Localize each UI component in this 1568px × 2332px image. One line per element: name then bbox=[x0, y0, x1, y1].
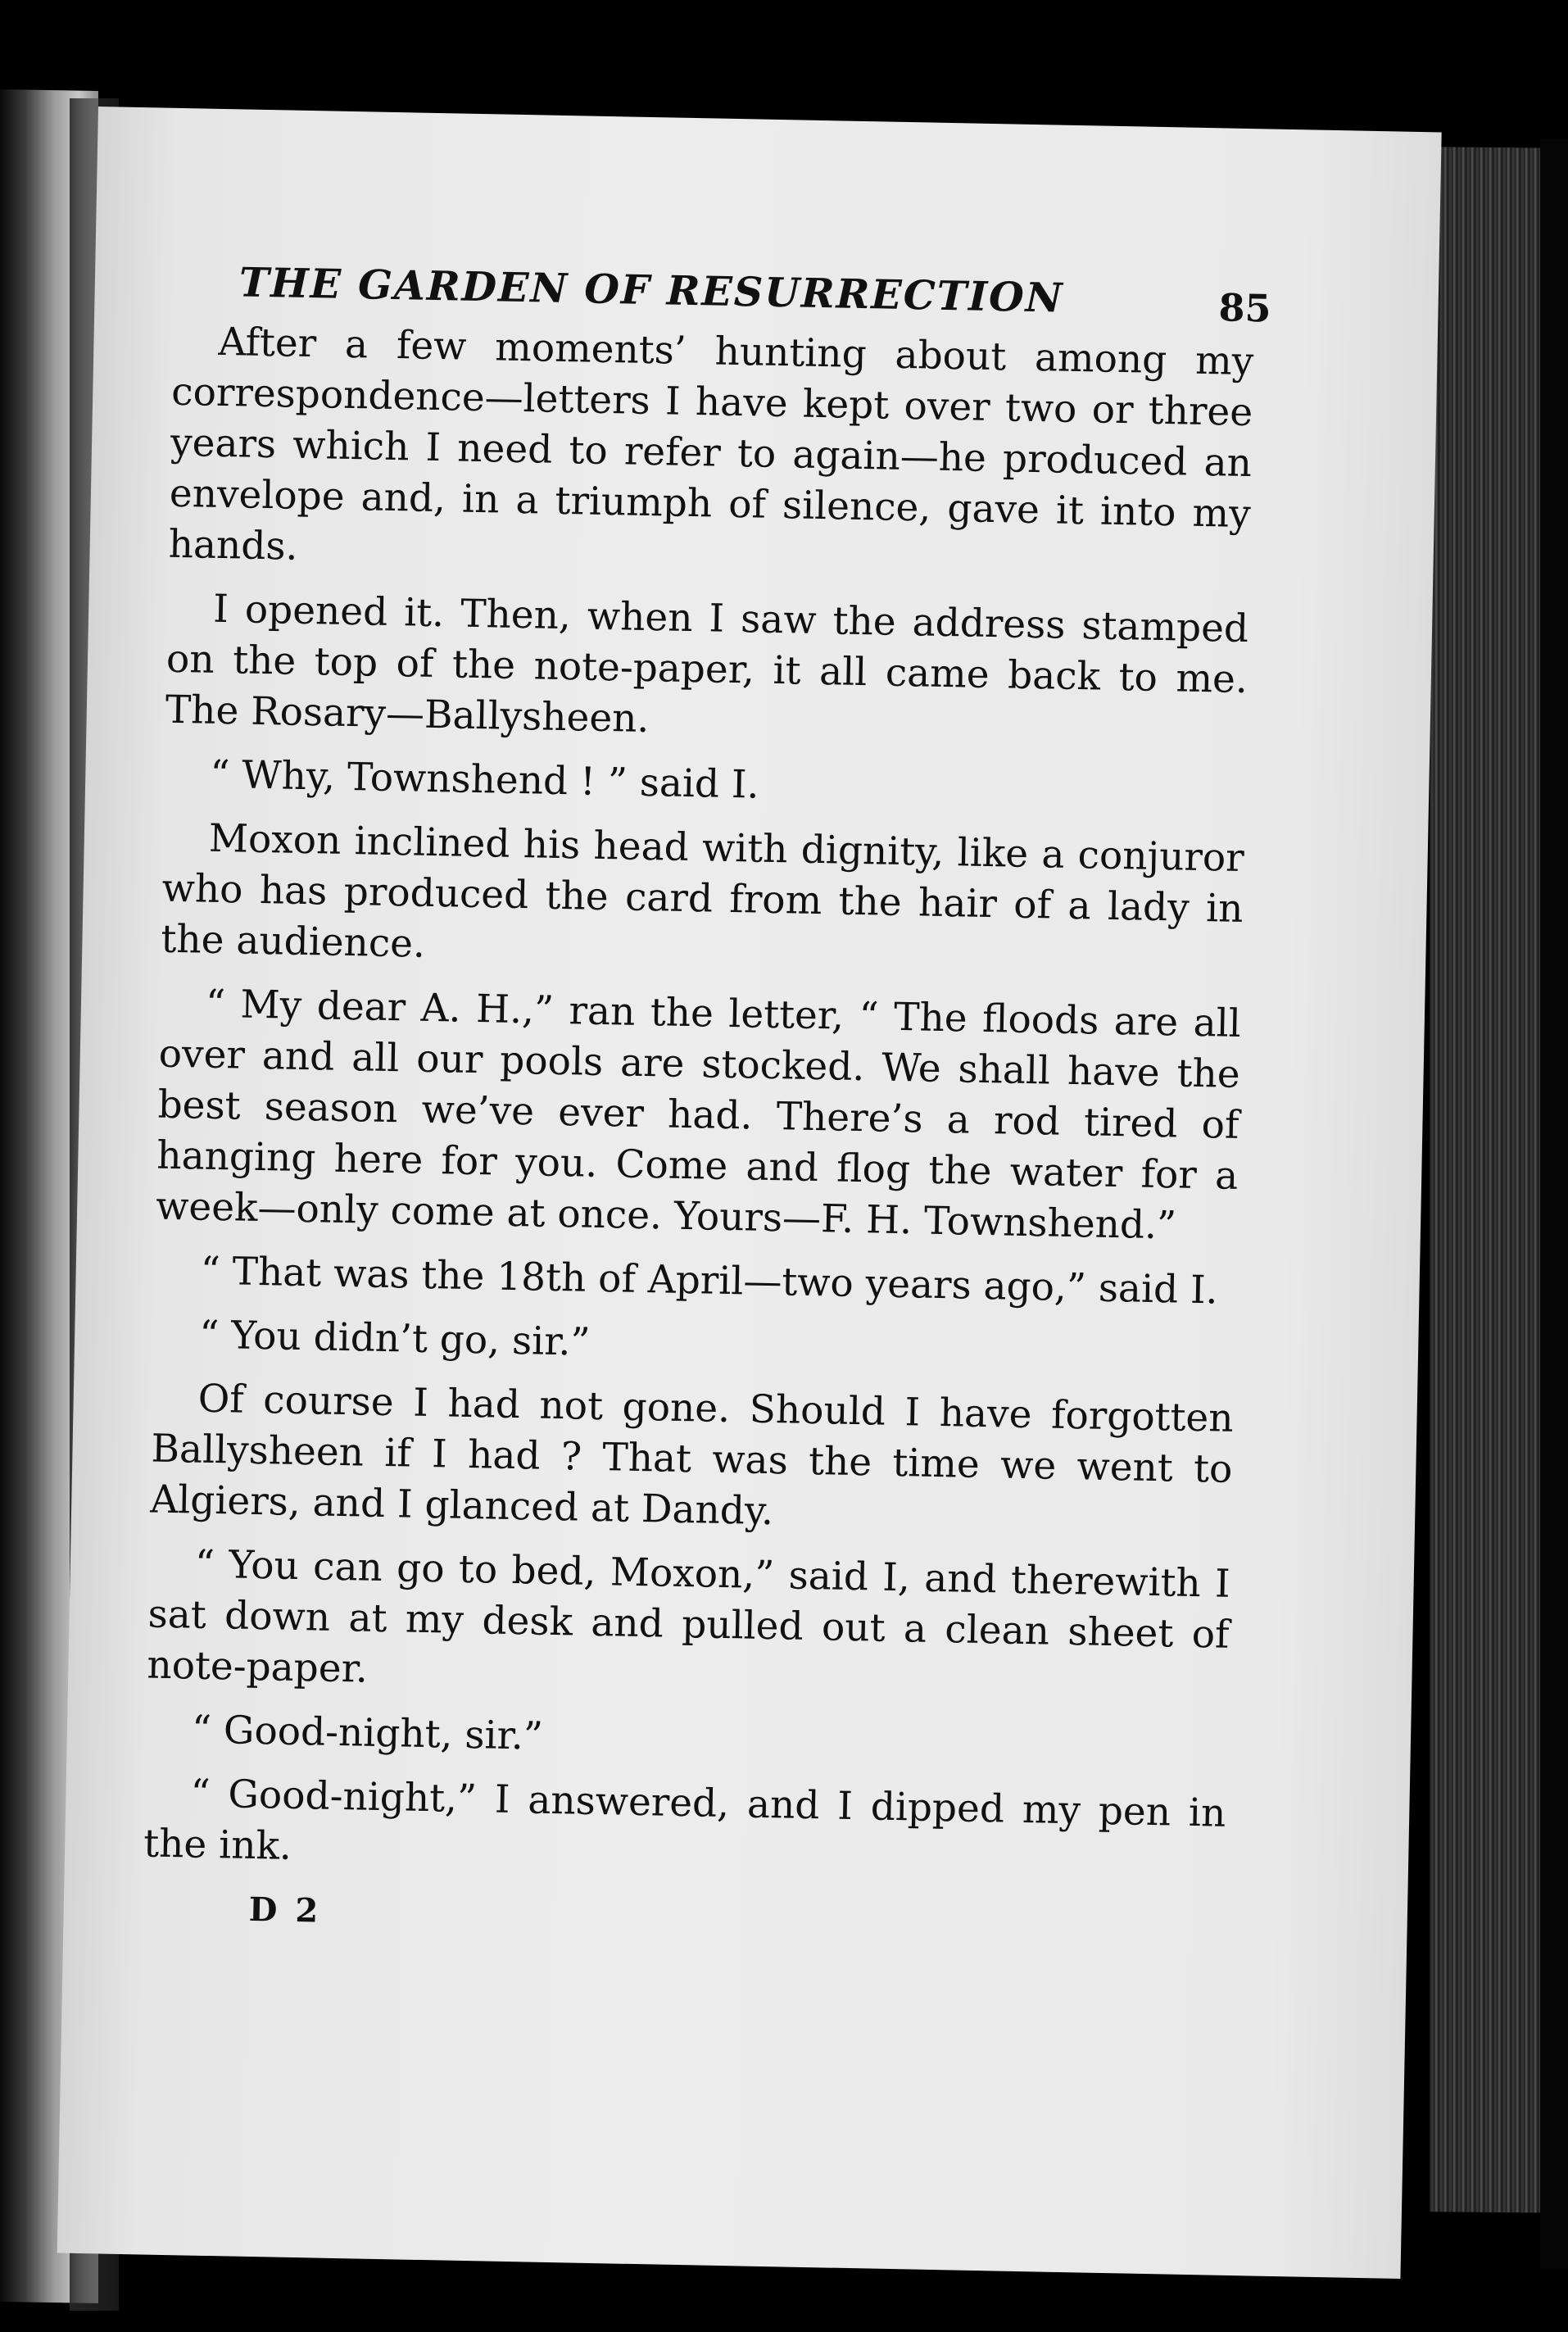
paragraph: “ Good-night,” I answered, and I dipped my pen in the ink. bbox=[143, 1771, 1226, 1869]
book-page bbox=[57, 107, 1442, 2279]
page-text-block bbox=[142, 256, 1272, 1954]
paragraph: “ That was the 18th of April—two years ago,” said I. bbox=[200, 1248, 1219, 1313]
paragraph: After a few moments’ hunting about among my correspondence—letters I have kept over two or three years which I need to refer to again—he produced an envelope and, in a triumph of silence, gave it into my hands. bbox=[168, 319, 1254, 569]
paragraph: Of course I had not gone. Should I have forgotten Ballysheen if I had ? That was the time we went to Algiers, and I glanced at Dandy. bbox=[149, 1376, 1235, 1535]
running-title: THE GARDEN OF RESURRECTION bbox=[238, 258, 1065, 322]
paragraph: Moxon inclined his head with dignity, like a conjuror who has produced the card from the hair of a lady in the audience. bbox=[160, 815, 1245, 967]
paragraph: “ You didn’t go, sir.” bbox=[198, 1312, 591, 1365]
signature-mark: D 2 bbox=[248, 1890, 322, 1930]
paragraph: “ Why, Townshend ! ” said I. bbox=[209, 751, 760, 808]
paragraph: “ You can go to bed, Moxon,” said I, and therewith I sat down at my desk and pulled out a clean sheet of note-paper. bbox=[146, 1541, 1231, 1692]
paragraph: “ Good-night, sir.” bbox=[191, 1707, 544, 1759]
page-number: 85 bbox=[1218, 285, 1272, 331]
paragraph: “ My dear A. H.,” ran the letter, “ The floods are all over and all our pools are stocked. We shall have the best season we’ve ever had. There’s a rod tired of hanging here for you. Come and flog the water for a week—only come at once. Yours—F. H. Townshend.” bbox=[155, 981, 1242, 1249]
book-edge bbox=[1540, 139, 1568, 2270]
paragraph: I opened it. Then, when I saw the address stamped on the top of the note-paper, it all came back to me. The Rosary—Ballysheen. bbox=[165, 586, 1249, 742]
